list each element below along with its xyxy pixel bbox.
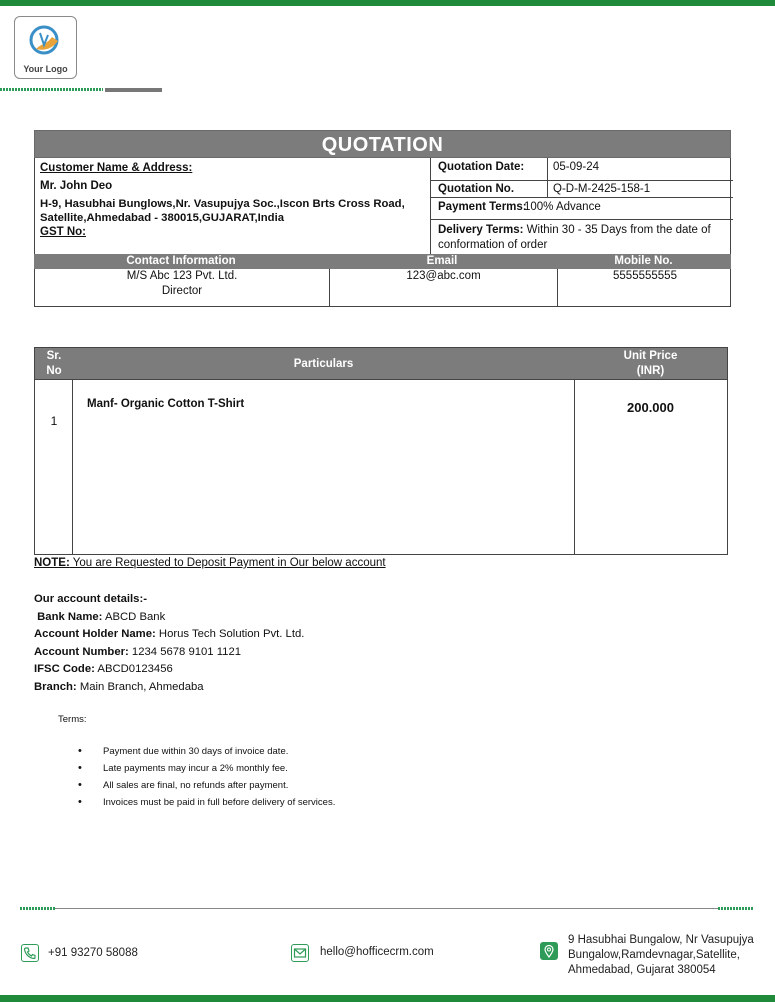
footer-address-line-2: Bungalow,Ramdevnagar,Satellite, — [568, 949, 740, 961]
bank-name-label: Bank Name: — [37, 610, 103, 623]
note-text: You are Requested to Deposit Payment in Our below account — [69, 557, 386, 569]
contact-company: M/S Abc 123 Pvt. Ltd. — [126, 270, 238, 282]
contact-info-header: Contact Information — [126, 255, 236, 267]
footer-address-line-1: 9 Hasubhai Bungalow, Nr Vasupujya — [568, 934, 754, 946]
phone-icon — [21, 944, 39, 962]
bank-name-value: ABCD Bank — [104, 610, 166, 623]
footer-phone[interactable]: +91 93270 58088 — [48, 947, 138, 959]
particulars-header: Particulars — [293, 358, 354, 370]
customer-name: Mr. John Deo — [40, 180, 113, 192]
payment-note — [34, 557, 386, 569]
contact-info-cell — [35, 269, 329, 299]
quotation-details — [34, 158, 731, 254]
note-label: NOTE: — [34, 557, 70, 569]
mobile-header: Mobile No. — [614, 255, 673, 267]
branch-value: Main Branch, Ahmedaba — [79, 680, 204, 693]
contact-role: Director — [161, 285, 203, 297]
quotation-number-label: Quotation No. — [438, 183, 515, 195]
customer-block — [35, 158, 429, 254]
account-details — [34, 591, 304, 696]
footer-address — [568, 933, 754, 978]
customer-address-line-2: Satellite,Ahmedabad - 380015,GUJARAT,India — [40, 212, 285, 224]
contact-mobile: 5555555555 — [557, 269, 732, 306]
terms-item: • Late payments may incur a 2% monthly fee. — [78, 760, 335, 777]
delivery-terms-value: Within 30 - 35 Days from the date of conformation of order — [438, 224, 711, 251]
quotation-date-label: Quotation Date: — [438, 161, 525, 173]
item-unit-price: 200.000 — [627, 400, 674, 415]
quotation-meta — [430, 158, 732, 254]
gst-label: GST No: — [40, 226, 86, 238]
company-logo — [14, 16, 77, 79]
terms-item: • Payment due within 30 days of invoice date. — [78, 743, 335, 760]
quotation-number-row — [431, 181, 733, 198]
logo-text: Your Logo — [23, 64, 68, 74]
quotation-title: QUOTATION — [34, 130, 731, 158]
sr-no-header: Sr. No — [46, 350, 62, 377]
payment-terms-value: 100% Advance — [524, 201, 601, 213]
customer-header: Customer Name & Address: — [40, 162, 193, 174]
items-table-header — [35, 348, 727, 380]
footer-divider — [20, 908, 753, 909]
ifsc-value: ABCD0123456 — [97, 663, 173, 675]
quotation-date-row — [431, 158, 733, 181]
footer-address-line-3: Ahmedabad, Gujarat 380054 — [568, 964, 716, 976]
terms-header: Terms: — [58, 714, 87, 725]
top-accent-bar — [0, 0, 775, 6]
header-divider-solid — [105, 88, 162, 92]
account-number-label: Account Number: — [34, 645, 129, 658]
account-header: Our account details:- — [34, 593, 147, 605]
items-table — [34, 347, 728, 555]
holder-value: Horus Tech Solution Pvt. Ltd. — [158, 628, 305, 640]
unit-price-header: Unit Price (INR) — [623, 350, 678, 377]
email-header: Email — [426, 255, 458, 267]
delivery-terms-row — [431, 220, 733, 254]
item-sr-no: 1 — [50, 414, 58, 428]
header-divider-dashed — [0, 88, 103, 91]
delivery-terms-label: Delivery Terms: — [438, 224, 524, 236]
customer-address-line-1: H-9, Hasubhai Bunglows,Nr. Vasupujya Soc.,Iscon Brts Cross Road, — [40, 198, 405, 210]
bottom-accent-bar — [0, 995, 775, 1002]
contact-header-row — [34, 254, 731, 269]
terms-list — [78, 743, 335, 811]
payment-terms-row — [431, 198, 733, 220]
contact-data-row — [34, 269, 731, 307]
logo-graphic-icon — [28, 23, 64, 59]
holder-label: Account Holder Name: — [34, 628, 156, 640]
terms-item: • Invoices must be paid in full before delivery of services. — [78, 794, 335, 811]
contact-email: 123@abc.com — [329, 269, 557, 306]
footer-accent-right — [718, 907, 753, 910]
branch-label: Branch: — [34, 680, 77, 693]
footer-email[interactable]: hello@hofficecrm.com — [320, 946, 434, 958]
terms-item: • All sales are final, no refunds after payment. — [78, 777, 335, 794]
quotation-number-value: Q-D-M-2425-158-1 — [553, 183, 651, 195]
payment-terms-label: Payment Terms: — [438, 201, 527, 213]
account-number-value: 1234 5678 9101 1121 — [131, 645, 242, 658]
footer-accent-left — [20, 907, 55, 910]
item-particulars: Manf- Organic Cotton T-Shirt — [87, 398, 245, 410]
location-icon — [540, 942, 558, 960]
quotation-date-value: 05-09-24 — [553, 161, 600, 173]
email-icon — [291, 944, 309, 962]
ifsc-label: IFSC Code: — [34, 663, 95, 675]
